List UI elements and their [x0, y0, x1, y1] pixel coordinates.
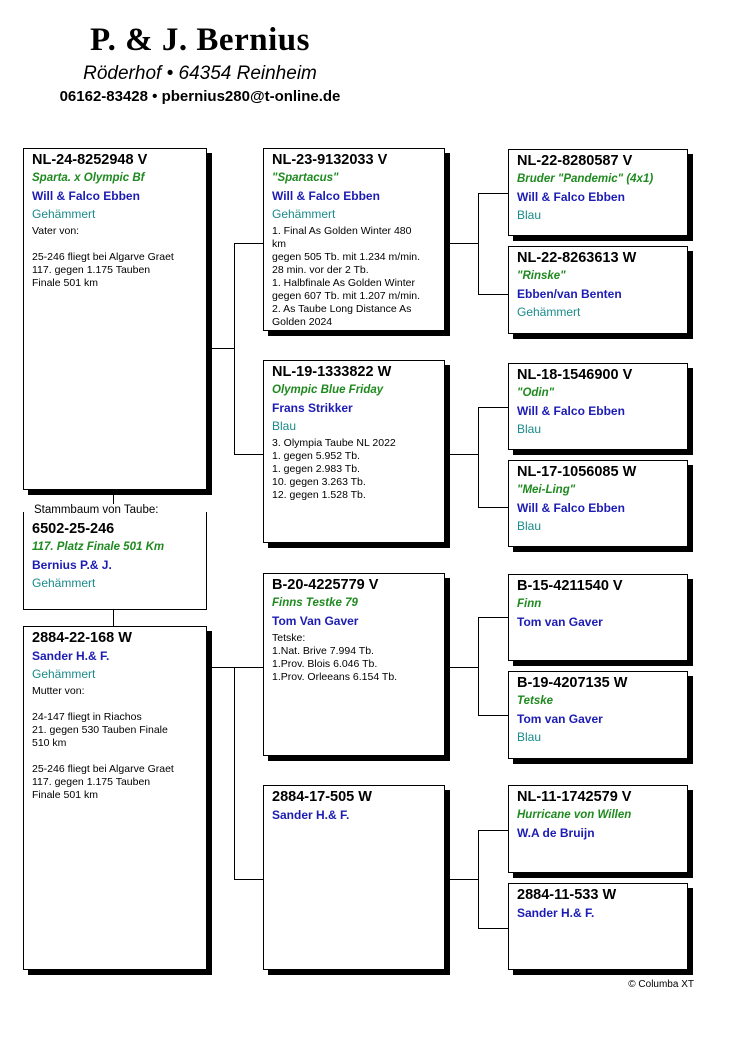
pigeon-name: Olympic Blue Friday: [272, 384, 384, 396]
connector-line: [445, 667, 478, 668]
connector-line: [478, 407, 479, 507]
breeder: Will & Falco Ebben: [272, 189, 380, 203]
ring-number: 2884-22-168 W: [32, 630, 132, 646]
father-father-card[interactable]: [263, 148, 445, 331]
performance-notes: 3. Olympia Taube NL 2022 1. gegen 5.952 Tb. 1. gegen 2.983 Tb. 10. gegen 3.263 Tb. 12. gegen 1.528 Tb.: [272, 437, 396, 501]
fmm-card[interactable]: [508, 460, 688, 547]
feather-color: Blau: [272, 419, 297, 433]
breeder: Bernius P.& J.: [32, 558, 112, 572]
feather-color: Blau: [517, 422, 542, 436]
breeder: Will & Falco Ebben: [32, 189, 140, 203]
connector-line: [478, 715, 508, 716]
ffm-card[interactable]: [508, 246, 688, 334]
connector-line: [234, 454, 263, 455]
mff-card[interactable]: [508, 574, 688, 661]
connector-line: [478, 928, 508, 929]
breeder-contact: 06162-83428 • pbernius280@t-online.de: [59, 88, 341, 105]
connector-line: [478, 830, 508, 831]
connector-line: [478, 193, 479, 294]
breeder: Frans Strikker: [272, 401, 353, 415]
breeder: Sander H.& F.: [272, 808, 350, 822]
copyright: © Columba XT: [628, 979, 694, 990]
ring-number: B-19-4207135 W: [517, 675, 628, 691]
ring-number: 2884-11-533 W: [517, 887, 617, 903]
breeder: Ebben/van Benten: [517, 287, 622, 301]
breeder: Will & Falco Ebben: [517, 404, 625, 418]
performance-notes: Tetske: 1.Nat. Brive 7.994 Tb. 1.Prov. Blois 6.046 Tb. 1.Prov. Orleeans 6.154 Tb.: [272, 632, 398, 683]
mmf-card[interactable]: [508, 785, 688, 873]
ring-number: B-20-4225779 V: [272, 577, 379, 593]
connector-line: [445, 243, 478, 244]
breeder: Sander H.& F.: [32, 649, 110, 663]
fmf-card[interactable]: [508, 363, 688, 450]
ring-number: B-15-4211540 V: [517, 578, 623, 594]
breeder-address: Röderhof • 64354 Reinheim: [83, 63, 317, 84]
connector-line: [478, 294, 508, 295]
mfm-card[interactable]: [508, 671, 688, 759]
pigeon-name: "Spartacus": [272, 172, 339, 184]
ring-number: NL-22-8263613 W: [517, 250, 637, 266]
mother-card[interactable]: [23, 626, 207, 970]
breeder: Tom Van Gaver: [272, 614, 359, 628]
connector-line: [234, 243, 235, 454]
connector-line: [478, 617, 508, 618]
father-mother-card[interactable]: [263, 360, 445, 543]
pigeon-name: "Rinske": [517, 270, 566, 282]
pigeon-name: Finns Testke 79: [272, 597, 358, 609]
mmm-card[interactable]: [508, 883, 688, 970]
ring-number: NL-18-1546900 V: [517, 367, 633, 383]
subject-card[interactable]: [23, 512, 207, 610]
pigeon-name: Tetske: [517, 695, 554, 707]
subject-legend: Stammbaum von Taube:: [31, 504, 161, 516]
ring-number: NL-11-1742579 V: [517, 789, 632, 805]
breeder: Will & Falco Ebben: [517, 190, 625, 204]
mother-mother-card[interactable]: [263, 785, 445, 970]
ring-number: 2884-17-505 W: [272, 789, 372, 805]
performance-notes: 1. Final As Golden Winter 480 km gegen 505 Tb. mit 1.234 m/min. 28 min. vor der 2 Tb. 1. Halbfinale As Golden Winter gegen 607 Tb. mit 1.207 m/min. 2. As Taube Long Distance As Golden 2024: [272, 225, 421, 328]
connector-line: [113, 610, 114, 626]
ring-number: 6502-25-246: [32, 521, 115, 537]
performance-notes: Mutter von: 24-147 fliegt in Riachos 21. gegen 530 Tauben Finale 510 km 25-246 fliegt bei Algarve Graet 117. gegen 1.175 Tauben Finale 501 km: [32, 685, 174, 801]
feather-color: Blau: [517, 730, 542, 744]
connector-line: [207, 667, 234, 668]
fff-card[interactable]: [508, 149, 688, 236]
breeder: Sander H.& F.: [517, 906, 595, 920]
connector-line: [234, 243, 263, 244]
breeder: Tom van Gaver: [517, 615, 603, 629]
ring-number: NL-23-9132033 V: [272, 152, 388, 168]
feather-color: Gehämmert: [517, 305, 581, 319]
pigeon-name: "Odin": [517, 387, 555, 399]
feather-color: Blau: [517, 519, 542, 533]
pigeon-name: 117. Platz Finale 501 Km: [32, 541, 165, 553]
breeder-name: P. & J. Bernius: [90, 22, 310, 58]
mother-father-card[interactable]: [263, 573, 445, 756]
connector-line: [478, 830, 479, 928]
pigeon-name: "Mei-Ling": [517, 484, 576, 496]
breeder: Will & Falco Ebben: [517, 501, 625, 515]
pigeon-name: Bruder "Pandemic" (4x1): [517, 173, 654, 185]
breeder: Tom van Gaver: [517, 712, 603, 726]
pigeon-name: Hurricane von Willen: [517, 809, 632, 821]
pigeon-name: Sparta. x Olympic Bf: [32, 172, 145, 184]
feather-color: Gehämmert: [32, 667, 96, 681]
feather-color: Gehämmert: [272, 207, 336, 221]
connector-line: [207, 348, 234, 349]
connector-line: [445, 879, 478, 880]
ring-number: NL-22-8280587 V: [517, 153, 633, 169]
ring-number: NL-17-1056085 W: [517, 464, 637, 480]
connector-line: [478, 407, 508, 408]
connector-line: [234, 879, 263, 880]
connector-line: [478, 193, 508, 194]
ring-number: NL-19-1333822 W: [272, 364, 392, 380]
ring-number: NL-24-8252948 V: [32, 152, 148, 168]
connector-line: [234, 667, 235, 879]
feather-color: Gehämmert: [32, 207, 96, 221]
breeder: W.A de Bruijn: [517, 826, 595, 840]
connector-line: [478, 617, 479, 715]
connector-line: [234, 667, 263, 668]
performance-notes: Vater von: 25-246 fliegt bei Algarve Graet 117. gegen 1.175 Tauben Finale 501 km: [32, 225, 174, 289]
pigeon-name: Finn: [517, 598, 542, 610]
connector-line: [445, 454, 478, 455]
feather-color: Gehämmert: [32, 576, 96, 590]
connector-line: [478, 507, 508, 508]
feather-color: Blau: [517, 208, 542, 222]
father-card[interactable]: [23, 148, 207, 490]
